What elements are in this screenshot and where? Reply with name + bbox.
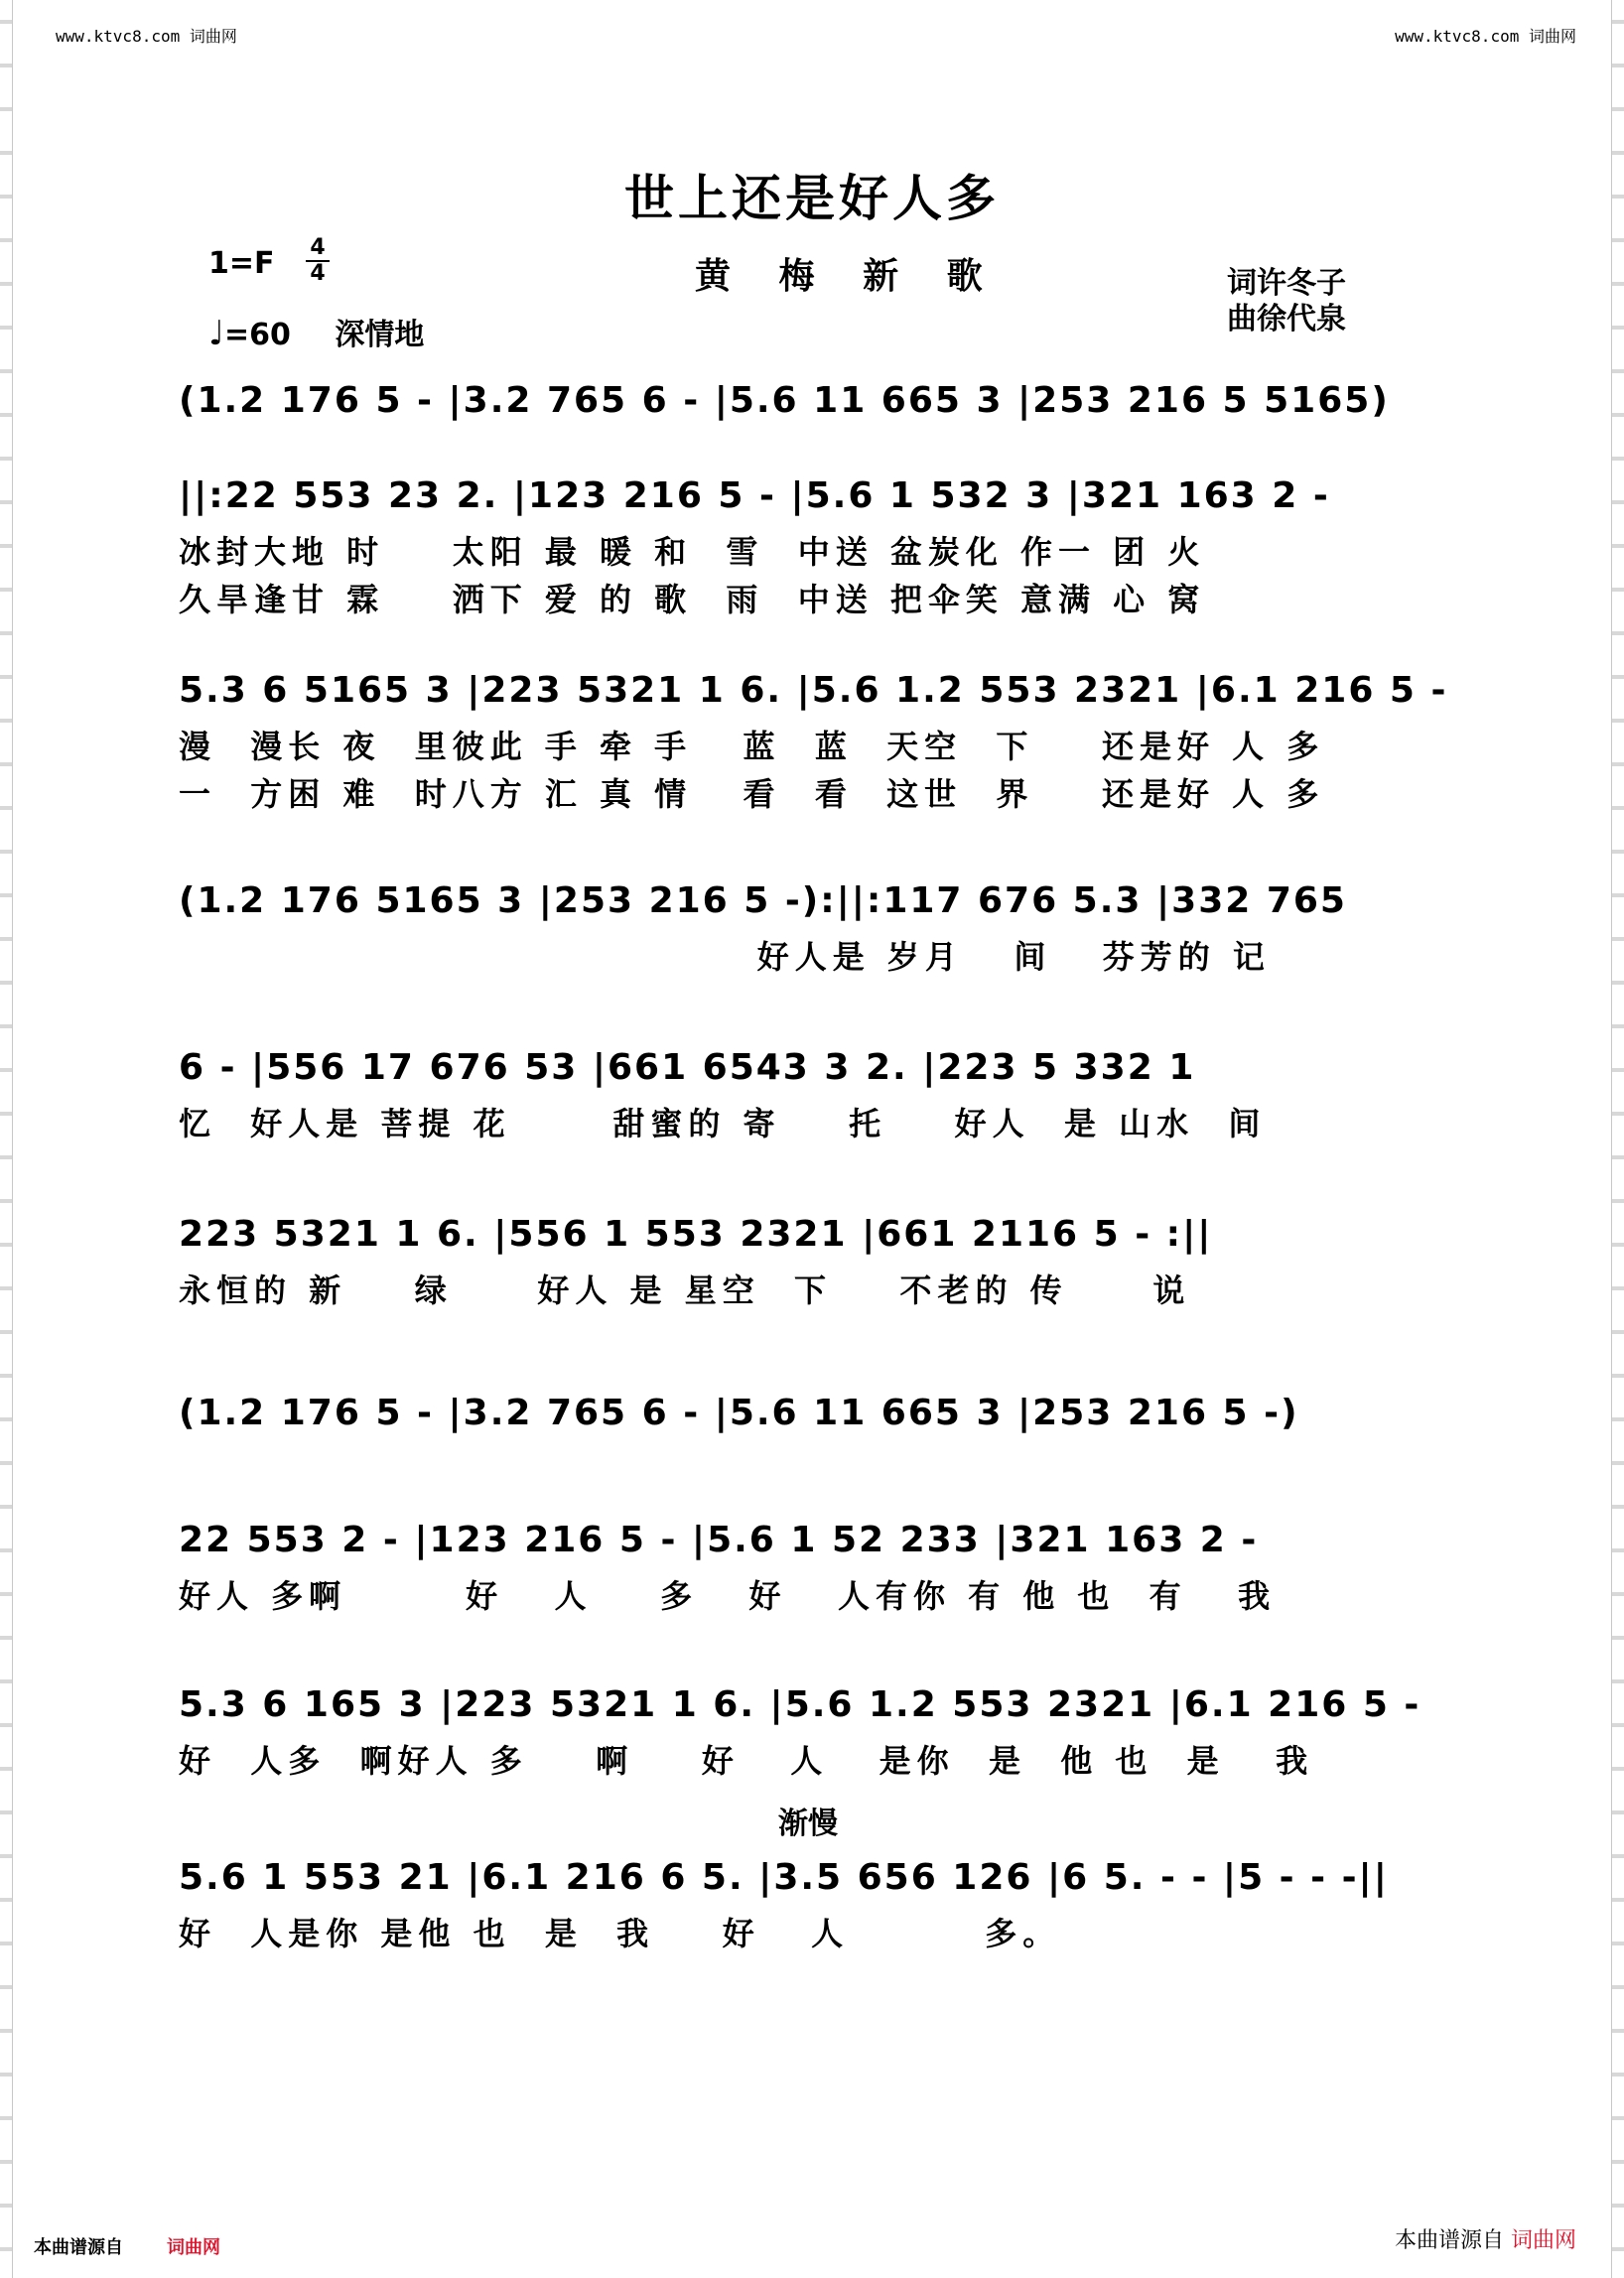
score-system-1	[179, 369, 1445, 433]
lyric-line: 永恒的 新 绿 好人 是 星空 下 不老的 传 说	[179, 1272, 1191, 1309]
score-system-4	[179, 870, 1445, 981]
composer-credit: 曲徐代泉	[1227, 302, 1346, 336]
lyric-verse-2: 久旱逢甘 霖 洒下 爱 的 歌 雨 中送 把伞笑 意满 心 窝	[179, 581, 1206, 618]
time-signature	[306, 236, 330, 286]
notation-line: 5.6 1 553 21 |6.1 216 6 5. |3.5 656 126 |6 5. - - |5 - - -||	[179, 1857, 1389, 1898]
notation-line: 6 - |556 17 676 53 |661 6543 3 2. |223 5 332 1	[179, 1047, 1196, 1088]
left-border-strip	[0, 0, 13, 2278]
notation-line: 5.3 6 165 3 |223 5321 1 6. |5.6 1.2 553 2321 |6.1 216 5 -	[179, 1684, 1421, 1725]
footer-source-label: 本曲谱源自	[34, 2237, 123, 2258]
header-right	[1395, 24, 1576, 47]
right-border-strip	[1611, 0, 1624, 2278]
footer-left	[34, 2233, 220, 2259]
notation-line: (1.2 176 5 - |3.2 765 6 - |5.6 11 665 3 |253 216 5 -)	[179, 1393, 1299, 1433]
notation-line: 22 553 2 - |123 216 5 - |5.6 1 52 233 |321 163 2 -	[179, 1520, 1259, 1560]
lyric-verse-2: 一 方困 难 时八方 汇 真 情 看 看 这世 界 还是好 人 多	[179, 775, 1325, 813]
footer-site-link[interactable]: 词曲网	[1510, 2228, 1576, 2253]
notation-line: ||:22 553 23 2. |123 216 5 - |5.6 1 532 3 |321 163 2 -	[179, 475, 1330, 516]
score-system-9	[179, 1674, 1445, 1785]
expression-marking: 深情地	[335, 318, 425, 352]
header-site-name[interactable]: 词曲网	[1528, 27, 1576, 46]
tempo-marking	[208, 310, 424, 353]
score-system-6	[179, 1203, 1445, 1314]
notation-line: 223 5321 1 6. |556 1 553 2321 |661 2116 5 - :||	[179, 1214, 1213, 1255]
lyric-line: 好人 多啊 好 人 多 好 人有你 有 他 也 有 我	[179, 1577, 1277, 1615]
time-signature-numerator: 4	[310, 235, 326, 260]
notation-line: (1.2 176 5 - |3.2 765 6 - |5.6 11 665 3 |253 216 5 5165)	[179, 380, 1390, 421]
footer-source-label: 本曲谱源自	[1394, 2228, 1504, 2253]
quarter-note-icon: ♩	[208, 314, 225, 353]
tempo-value: =60	[224, 318, 291, 352]
score-system-2	[179, 465, 1445, 623]
lyric-line: 忆 好人是 菩提 花 甜蜜的 寄 托 好人 是 山水 间	[179, 1105, 1267, 1142]
time-signature-denominator: 4	[306, 260, 330, 286]
header-url[interactable]: www.ktvc8.com	[1395, 27, 1520, 46]
lyric-line: 好人是 岁月 间 芬芳的 记	[179, 938, 1271, 976]
score-system-3	[179, 659, 1448, 818]
lyric-line: 好 人多 啊好人 多 啊 好 人 是你 是 他 也 是 我	[179, 1742, 1314, 1780]
notation-line: (1.2 176 5165 3 |253 216 5 -):||:117 676 5.3 |332 765	[179, 880, 1347, 921]
score-system-5	[179, 1036, 1445, 1147]
lyric-verse-1: 漫 漫长 夜 里彼此 手 牵 手 蓝 蓝 天空 下 还是好 人 多	[179, 728, 1325, 765]
score-system-10	[179, 1846, 1445, 1957]
header-left	[56, 24, 237, 47]
lyricist-credit: 词许冬子	[1227, 266, 1346, 301]
score-system-7	[179, 1382, 1445, 1445]
genre-label: 黄 梅 新 歌	[695, 256, 1001, 297]
lyric-line: 好 人是你 是他 也 是 我 好 人 多。	[179, 1915, 1061, 1952]
ritardando-marking: 渐慢	[778, 1807, 838, 1841]
lyric-verse-1: 冰封大地 时 太阳 最 暖 和 雪 中送 盆炭化 作一 团 火	[179, 533, 1206, 571]
notation-line: 5.3 6 5165 3 |223 5321 1 6. |5.6 1.2 553 2321 |6.1 216 5 -	[179, 670, 1448, 711]
score-system-8	[179, 1509, 1445, 1620]
song-title: 世上还是好人多	[624, 170, 1000, 227]
header-site-name[interactable]: 词曲网	[189, 27, 237, 46]
header-url[interactable]: www.ktvc8.com	[56, 27, 181, 46]
footer-site-link[interactable]: 词曲网	[167, 2237, 220, 2258]
key-signature: 1=F	[208, 246, 275, 281]
footer-right	[1395, 2223, 1576, 2254]
